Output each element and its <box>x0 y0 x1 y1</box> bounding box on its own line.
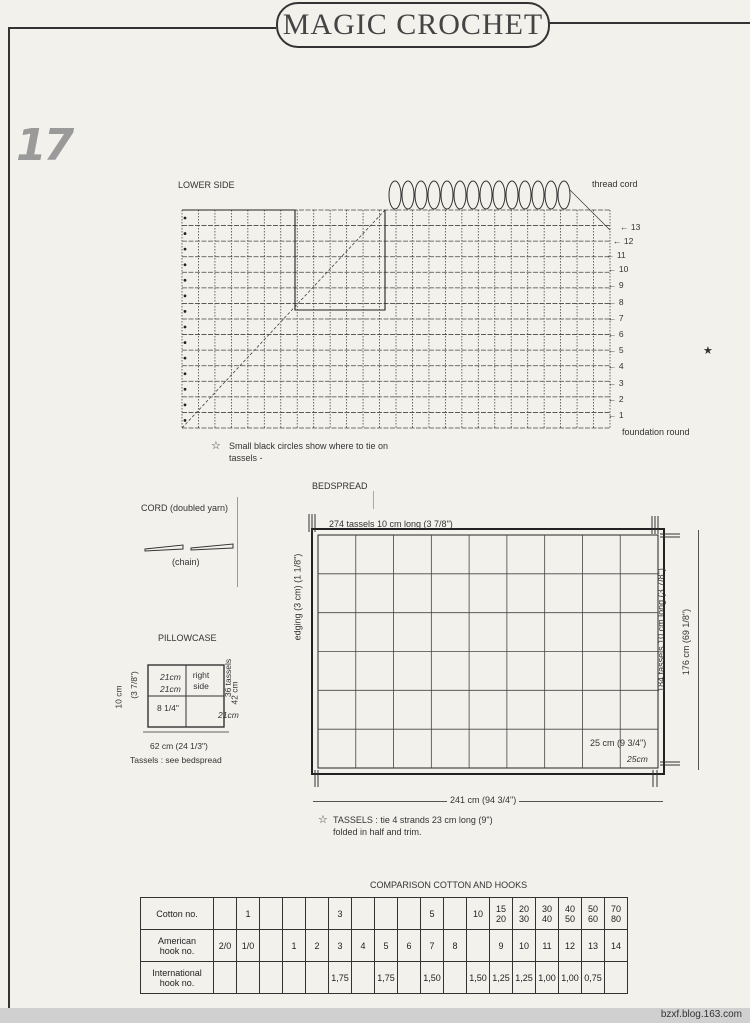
pillowcase-title: PILLOWCASE <box>158 633 217 643</box>
lower-side-title: LOWER SIDE <box>178 180 235 190</box>
row-label: ← 10 <box>608 264 629 275</box>
pillowcase-tassels: 36 tassels <box>223 658 234 698</box>
cord-title: CORD (doubled yarn) <box>141 503 229 513</box>
thread-loop <box>389 181 401 209</box>
row-label: ← 6 <box>608 329 624 339</box>
lower-side-footnote-2: tassels - <box>229 453 263 463</box>
pillowcase-side-label: right side <box>192 670 210 691</box>
row-label: ← 9 <box>608 280 624 291</box>
table-cell: 50 60 <box>582 898 605 930</box>
table-cell: 9 <box>490 930 513 962</box>
foundation-round-label: foundation round <box>622 427 690 437</box>
black-star-icon: ★ <box>703 345 713 357</box>
bedspread-height: 176 cm (69 1/8") <box>681 608 692 676</box>
star-icon: ☆ <box>211 440 221 452</box>
footer-watermark: bzxf.blog.163.com <box>660 1009 742 1020</box>
table-cell <box>467 930 490 962</box>
table-cell: 5 <box>421 898 444 930</box>
table-cell: 11 <box>536 930 559 962</box>
tassel-dot <box>184 419 187 422</box>
thread-loop <box>519 181 531 209</box>
bedspread-edging: edging (3 cm) (1 1/8") <box>292 553 303 641</box>
tassel-dot <box>184 248 187 251</box>
table-cell <box>214 962 237 994</box>
table-cell <box>444 898 467 930</box>
tassel-dot <box>184 326 187 329</box>
table-row <box>141 898 628 930</box>
pillowcase-left-dim-in: (3 7/8") <box>128 671 139 699</box>
table-cell: 1,75 <box>329 962 352 994</box>
table-cell <box>214 898 237 930</box>
row-label: ← 5 <box>608 345 624 356</box>
table-cell: 6 <box>398 930 421 962</box>
bedspread-diagram <box>305 512 685 792</box>
table-cell: 15 20 <box>490 898 513 930</box>
thread-loop <box>532 181 544 209</box>
row-label: ← 7 <box>608 312 624 323</box>
thread-loop <box>558 181 570 209</box>
row-label: ← 2 <box>608 393 624 404</box>
bedspread-side-tassels: 184 tassels 10 cm long (3 7/8") <box>655 568 666 692</box>
table-cell: 12 <box>559 930 582 962</box>
table-cell: 1,50 <box>467 962 490 994</box>
thread-cord-label: thread cord <box>592 179 638 189</box>
pillowcase-height: 42 cm <box>229 681 240 705</box>
row-label: ← 3 <box>608 377 624 388</box>
lower-side-footnote-1: Small black circles show where to tie on <box>229 441 389 451</box>
table-cell: 5 <box>375 930 398 962</box>
table-cell <box>352 962 375 994</box>
table-cell: 40 50 <box>559 898 582 930</box>
bedspread-corner: 25 cm (9 3/4") <box>590 738 647 748</box>
table-cell: 1,50 <box>421 962 444 994</box>
frame-top-left <box>8 27 276 29</box>
frame-top-right <box>546 22 750 24</box>
comparison-title: COMPARISON COTTON AND HOOKS <box>370 880 528 890</box>
table-cell: 70 80 <box>605 898 628 930</box>
table-cell <box>444 962 467 994</box>
table-cell: 3 <box>329 930 352 962</box>
table-cell: 1,25 <box>490 962 513 994</box>
pillowcase-hand-21cm-b: 21cm <box>160 684 181 694</box>
bedspread-top-tassels: 274 tassels 10 cm long (3 7/8") <box>329 519 453 529</box>
row-label: ← 13 <box>620 222 641 233</box>
bedspread-title-divider <box>373 491 374 509</box>
pattern-number: 17 <box>16 120 72 171</box>
pillowcase-bottom-dim: 62 cm (24 1/3") <box>150 741 208 751</box>
tassel-dot <box>184 310 187 313</box>
row-label: ← 1 <box>608 410 624 420</box>
thread-loop <box>402 181 414 209</box>
table-cell: 1,00 <box>559 962 582 994</box>
table-row <box>141 962 628 994</box>
bedspread-title: BEDSPREAD <box>312 481 368 491</box>
tassel-dot <box>184 232 187 235</box>
thread-loop <box>493 181 505 209</box>
table-cell <box>237 962 260 994</box>
thread-loop <box>441 181 453 209</box>
thread-loop <box>454 181 466 209</box>
table-cell: 10 <box>513 930 536 962</box>
table-cell: 10 <box>467 898 490 930</box>
row-label: ← 8 <box>608 296 624 307</box>
table-cell: 3 <box>329 898 352 930</box>
bedspread-tassels-note-1: TASSELS : tie 4 strands 23 cm long (9") <box>333 815 493 825</box>
table-cell: 0,75 <box>582 962 605 994</box>
table-cell: 2/0 <box>214 930 237 962</box>
table-cell <box>283 962 306 994</box>
footer-bar <box>0 1008 750 1023</box>
tassel-dot <box>184 388 187 391</box>
tassel-dot <box>184 403 187 406</box>
thread-loop <box>415 181 427 209</box>
table-cell <box>605 962 628 994</box>
table-cell: 8 <box>444 930 467 962</box>
tassel-dot <box>184 217 187 220</box>
table-cell <box>352 898 375 930</box>
bedspread-height-line <box>698 530 699 770</box>
cord-diagram <box>143 541 238 555</box>
thread-loop <box>467 181 479 209</box>
thread-loop <box>545 181 557 209</box>
cord-divider <box>237 497 238 587</box>
tassels-star-icon: ☆ <box>318 814 328 826</box>
table-cell: 20 30 <box>513 898 536 930</box>
tassel-dot <box>184 341 187 344</box>
table-cell <box>398 962 421 994</box>
table-cell: 1 <box>283 930 306 962</box>
table-cell: 1,75 <box>375 962 398 994</box>
tassel-dot <box>184 263 187 266</box>
pillowcase-hand-21cm-c: 21cm <box>218 710 239 720</box>
tassel-dot <box>184 372 187 375</box>
pillowcase-width-in: 8 1/4" <box>157 703 179 713</box>
thread-loop <box>506 181 518 209</box>
table-cell: 1/0 <box>237 930 260 962</box>
table-cell <box>260 930 283 962</box>
table-row <box>141 930 628 962</box>
tassel-dot <box>184 279 187 282</box>
bedspread-tassels-note-2: folded in half and trim. <box>333 827 422 837</box>
row-label: ← 11 <box>606 250 626 261</box>
table-cell: 4 <box>352 930 375 962</box>
table-cell: 2 <box>306 930 329 962</box>
table-cell: 1 <box>237 898 260 930</box>
cord-chain-label: (chain) <box>172 557 200 567</box>
row-label: ← 12 <box>613 236 634 247</box>
table-row-header: American hook no. <box>141 930 214 962</box>
table-cell: 14 <box>605 930 628 962</box>
bedspread-corner-hand: 25cm <box>627 754 648 764</box>
bedspread-width: 241 cm (94 3/4") <box>447 795 519 805</box>
page-title: MAGIC CROCHET <box>276 2 550 48</box>
row-label: ← 4 <box>608 361 624 372</box>
table-cell <box>375 898 398 930</box>
table-cell: 7 <box>421 930 444 962</box>
thread-loop <box>428 181 440 209</box>
table-cell <box>283 898 306 930</box>
table-row-header: Cotton no. <box>141 898 214 930</box>
tassel-dot <box>184 357 187 360</box>
table-cell <box>260 962 283 994</box>
pillowcase-note: Tassels : see bedspread <box>130 755 222 765</box>
tassel-dot <box>184 294 187 297</box>
table-cell: 1,25 <box>513 962 536 994</box>
table-cell <box>306 898 329 930</box>
thread-loop <box>480 181 492 209</box>
table-cell <box>306 962 329 994</box>
pillowcase-hand-21cm-a: 21cm <box>160 672 181 682</box>
comparison-table <box>140 897 628 994</box>
frame-left <box>8 27 10 1008</box>
pillowcase-left-dim: 10 cm <box>113 685 124 709</box>
table-cell: 30 40 <box>536 898 559 930</box>
table-cell: 13 <box>582 930 605 962</box>
table-cell: 1,00 <box>536 962 559 994</box>
table-cell <box>398 898 421 930</box>
table-row-header: International hook no. <box>141 962 214 994</box>
lower-side-diagram <box>170 170 630 440</box>
table-cell <box>260 898 283 930</box>
